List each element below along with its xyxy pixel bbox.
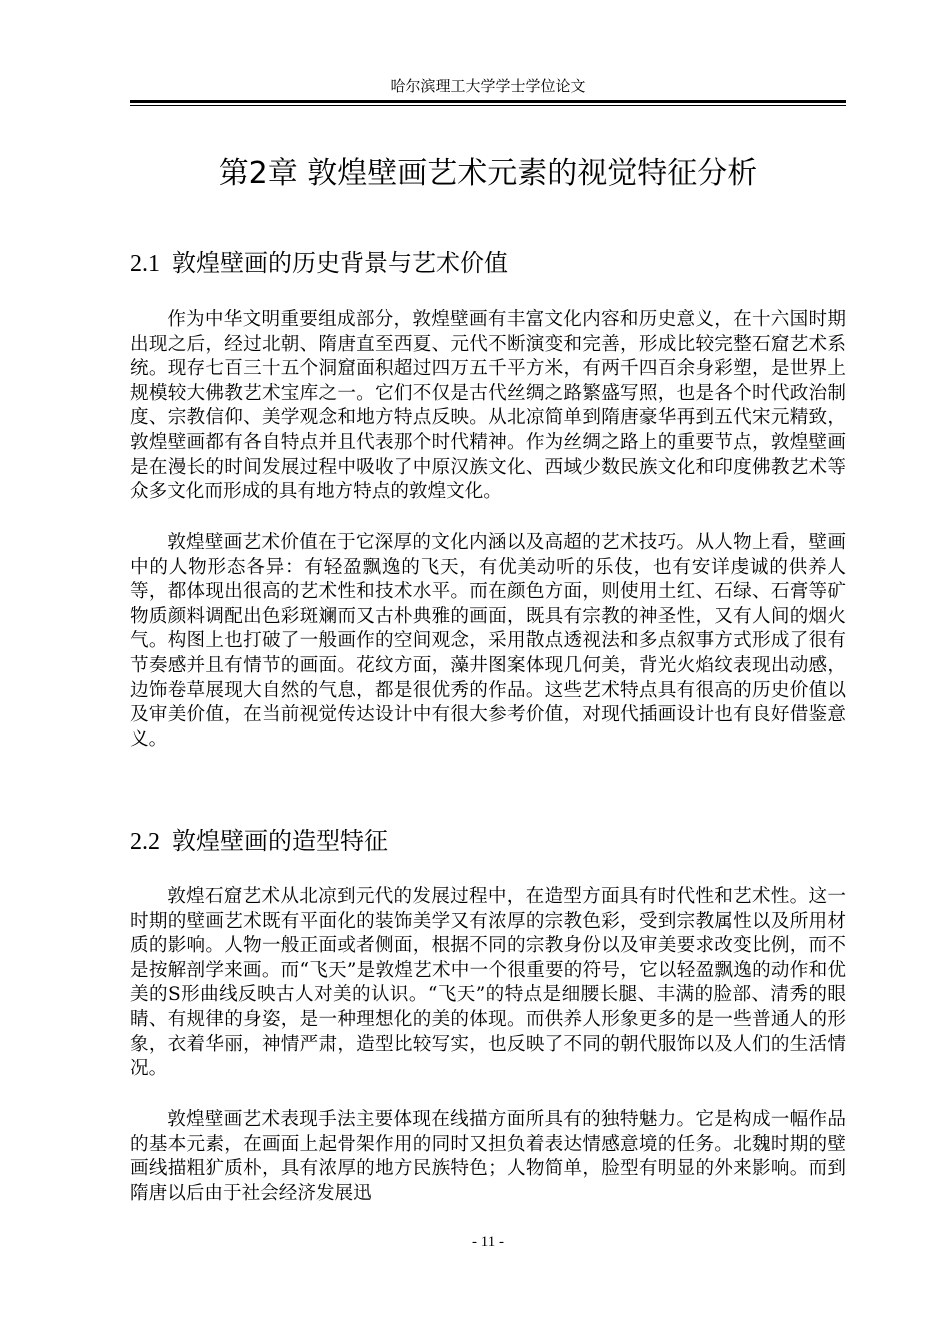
section-heading-2-1 (130, 246, 846, 281)
body-paragraph: 敦煌壁画艺术价值在于它深厚的文化内涵以及高超的艺术技巧。从人物上看，壁画中的人物形态各异：有轻盈飘逸的飞天，有优美动听的乐伎，也有安详虔诚的供养人等，都体现出很高的艺术性和技术水平。而在颜色方面，则使用土红、石绿、石膏等矿物质颜料调配出色彩斑斓而又古朴典雅的画面，既具有宗教的神圣性，又有人间的烟火气。构图上也打破了一般画作的空间观念，采用散点透视法和多点叙事方式形成了很有节奏感并且有情节的画面。花纹方面，藻井图案体现几何美，背光火焰纹表现出动感，边饰卷草展现大自然的气息，都是很优秀的作品。这些艺术特点具有很高的历史价值以及审美价值，在当前视觉传达设计中有很大参考价值，对现代插画设计也有良好借鉴意义。 (130, 532, 846, 750)
section-heading-2-2 (130, 824, 846, 859)
chapter-title: 第2章 敦煌壁画艺术元素的视觉特征分析 (218, 156, 758, 191)
running-header: 哈尔滨理工大学学士学位论文 (390, 77, 586, 95)
section-number: 2.1 (130, 251, 160, 277)
body-paragraph: 作为中华文明重要组成部分，敦煌壁画有丰富文化内容和历史意义，在十六国时期出现之后，经过北朝、隋唐直至西夏、元代不断演变和完善，形成比较完整石窟艺术系统。现存七百三十五个洞窟面积超过四万五千平方米，有两千四百余身彩塑，是世界上规模较大佛教艺术宝库之一。它们不仅是古代丝绸之路繁盛写照，也是各个时代政治制度、宗教信仰、美学观念和地方特点反映。从北凉简单到隋唐豪华再到五代宋元精致，敦煌壁画都有各自特点并且代表那个时代精神。作为丝绸之路上的重要节点，敦煌壁画是在漫长的时间发展过程中吸收了中原汉族文化、西域少数民族文化和印度佛教艺术等众多文化而形成的具有地方特点的敦煌文化。 (130, 309, 846, 503)
section-title: 敦煌壁画的历史背景与艺术价值 (172, 249, 508, 277)
header-rule-thick (130, 100, 846, 103)
body-paragraph: 敦煌壁画艺术表现手法主要体现在线描方面所具有的独特魅力。它是构成一幅作品的基本元素，在画面上起骨架作用的同时又担负着表达情感意境的任务。北魏时期的壁画线描粗犷质朴，具有浓厚的地方民族特色；人物简单，脸型有明显的外来影响。而到隋唐以后由于社会经济发展迅 (130, 1109, 846, 1204)
section-number: 2.2 (130, 829, 160, 855)
header-rule-thin (130, 105, 846, 106)
section-title: 敦煌壁画的造型特征 (172, 827, 388, 855)
page-number: - 11 - (472, 1234, 504, 1250)
body-paragraph: 敦煌石窟艺术从北凉到元代的发展过程中，在造型方面具有时代性和艺术性。这一时期的壁画艺术既有平面化的装饰美学又有浓厚的宗教色彩，受到宗教属性以及所用材质的影响。人物一般正面或者侧面，根据不同的宗教身份以及审美要求改变比例，而不是按解剖学来画。而“飞天”是敦煌艺术中一个很重要的符号，它以轻盈飘逸的动作和优美的S形曲线反映古人对美的认识。“飞天”的特点是细腰长腿、丰满的脸部、清秀的眼睛、有规律的身姿，是一种理想化的美的体现。而供养人形象更多的是一些普通人的形象，衣着华丽，神情严肃，造型比较写实，也反映了不同的朝代服饰以及人们的生活情况。 (130, 886, 846, 1080)
